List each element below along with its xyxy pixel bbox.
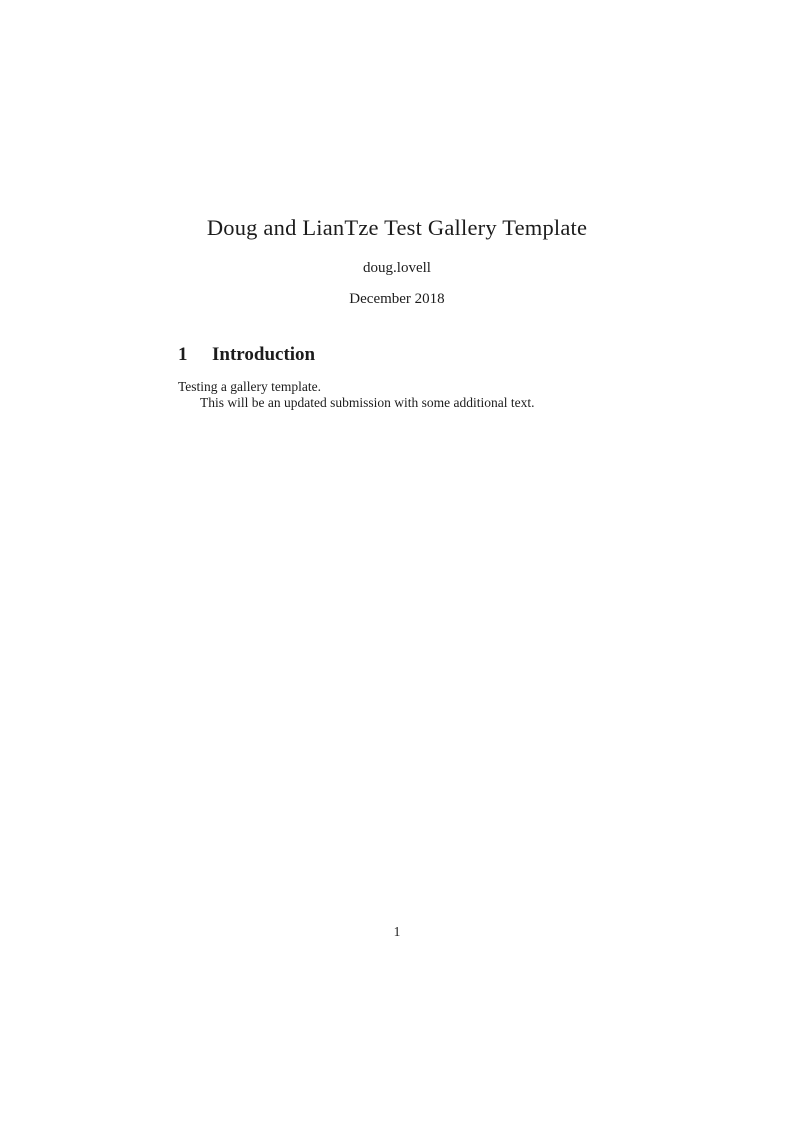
document-date: December 2018: [349, 291, 445, 307]
page-number: 1: [393, 924, 401, 939]
document-title: Doug and LianTze Test Gallery Template: [206, 215, 588, 240]
paragraph: This will be an updated submission with some additional text.: [200, 395, 535, 410]
section-heading: [178, 344, 616, 366]
section-title: Introduction: [212, 344, 316, 365]
body-text: [178, 379, 618, 411]
section-number: 1: [178, 344, 188, 365]
paragraph: Testing a gallery template.: [178, 379, 322, 394]
document-author: doug.lovell: [363, 260, 431, 276]
